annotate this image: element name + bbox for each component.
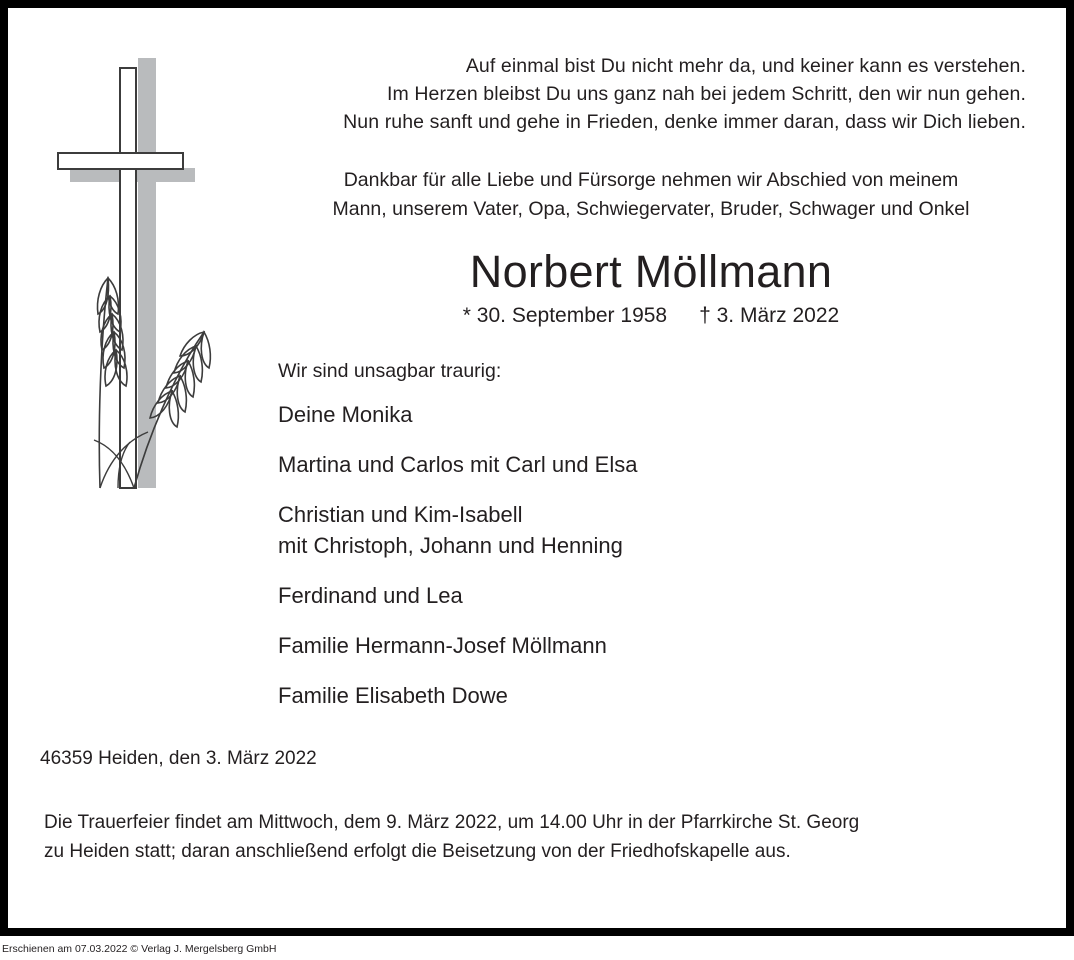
intro-line-1: Dankbar für alle Liebe und Fürsorge nehmen wir Abschied von meinem bbox=[343, 169, 959, 191]
mourner-line: Martina und Carlos mit Carl und Elsa bbox=[278, 452, 638, 477]
mourner-line: Ferdinand und Lea bbox=[278, 583, 463, 608]
obituary-content bbox=[276, 52, 1026, 730]
verse-line-1: Auf einmal bist Du nicht mehr da, und keiner kann es verstehen. bbox=[465, 55, 1026, 77]
ceremony-line-1: Die Trauerfeier findet am Mittwoch, dem 9. März 2022, um 14.00 Uhr in der Pfarrkirche St. Georg bbox=[44, 812, 860, 833]
verse-line-2: Im Herzen bleibst Du uns ganz nah bei jedem Schritt, den wir nun gehen. bbox=[386, 83, 1026, 105]
deceased-name: Norbert Möllmann bbox=[469, 246, 833, 297]
list-item bbox=[276, 630, 1026, 661]
list-item bbox=[276, 449, 1026, 480]
intro-block bbox=[276, 166, 1026, 224]
ceremony-details bbox=[44, 808, 1030, 866]
mourner-line-secondary: mit Christoph, Johann und Henning bbox=[278, 533, 623, 558]
verse-line-3: Nun ruhe sanft und gehe in Frieden, denke immer daran, dass wir Dich lieben. bbox=[343, 111, 1026, 133]
mourner-line: Familie Elisabeth Dowe bbox=[278, 683, 508, 708]
death-date: † 3. März 2022 bbox=[699, 304, 840, 327]
list-item bbox=[276, 399, 1026, 430]
list-item bbox=[276, 499, 1026, 561]
life-dates bbox=[276, 304, 1026, 328]
mourner-line: Deine Monika bbox=[278, 402, 413, 427]
mourner-line: Familie Hermann-Josef Möllmann bbox=[278, 633, 607, 658]
mourners-lead: Wir sind unsagbar traurig: bbox=[278, 360, 502, 382]
intro-line-2: Mann, unserem Vater, Opa, Schwiegervater, Bruder, Schwager und Onkel bbox=[332, 198, 970, 220]
verse-block bbox=[276, 52, 1026, 136]
ceremony-line-2: zu Heiden statt; daran anschließend erfolgt die Beisetzung von der Friedhofskapelle aus. bbox=[44, 841, 791, 862]
list-item bbox=[276, 680, 1026, 711]
mourners-list bbox=[276, 399, 1026, 711]
list-item bbox=[276, 580, 1026, 611]
mourner-line: Christian und Kim-Isabell bbox=[278, 502, 523, 527]
birth-date: * 30. September 1958 bbox=[462, 304, 668, 327]
cross-with-wheat-icon bbox=[38, 48, 268, 498]
place-and-date: 46359 Heiden, den 3. März 2022 bbox=[40, 748, 317, 769]
publisher-credit: Erschienen am 07.03.2022 © Verlag J. Mergelsberg GmbH bbox=[0, 938, 1074, 960]
obituary-card bbox=[8, 8, 1066, 928]
